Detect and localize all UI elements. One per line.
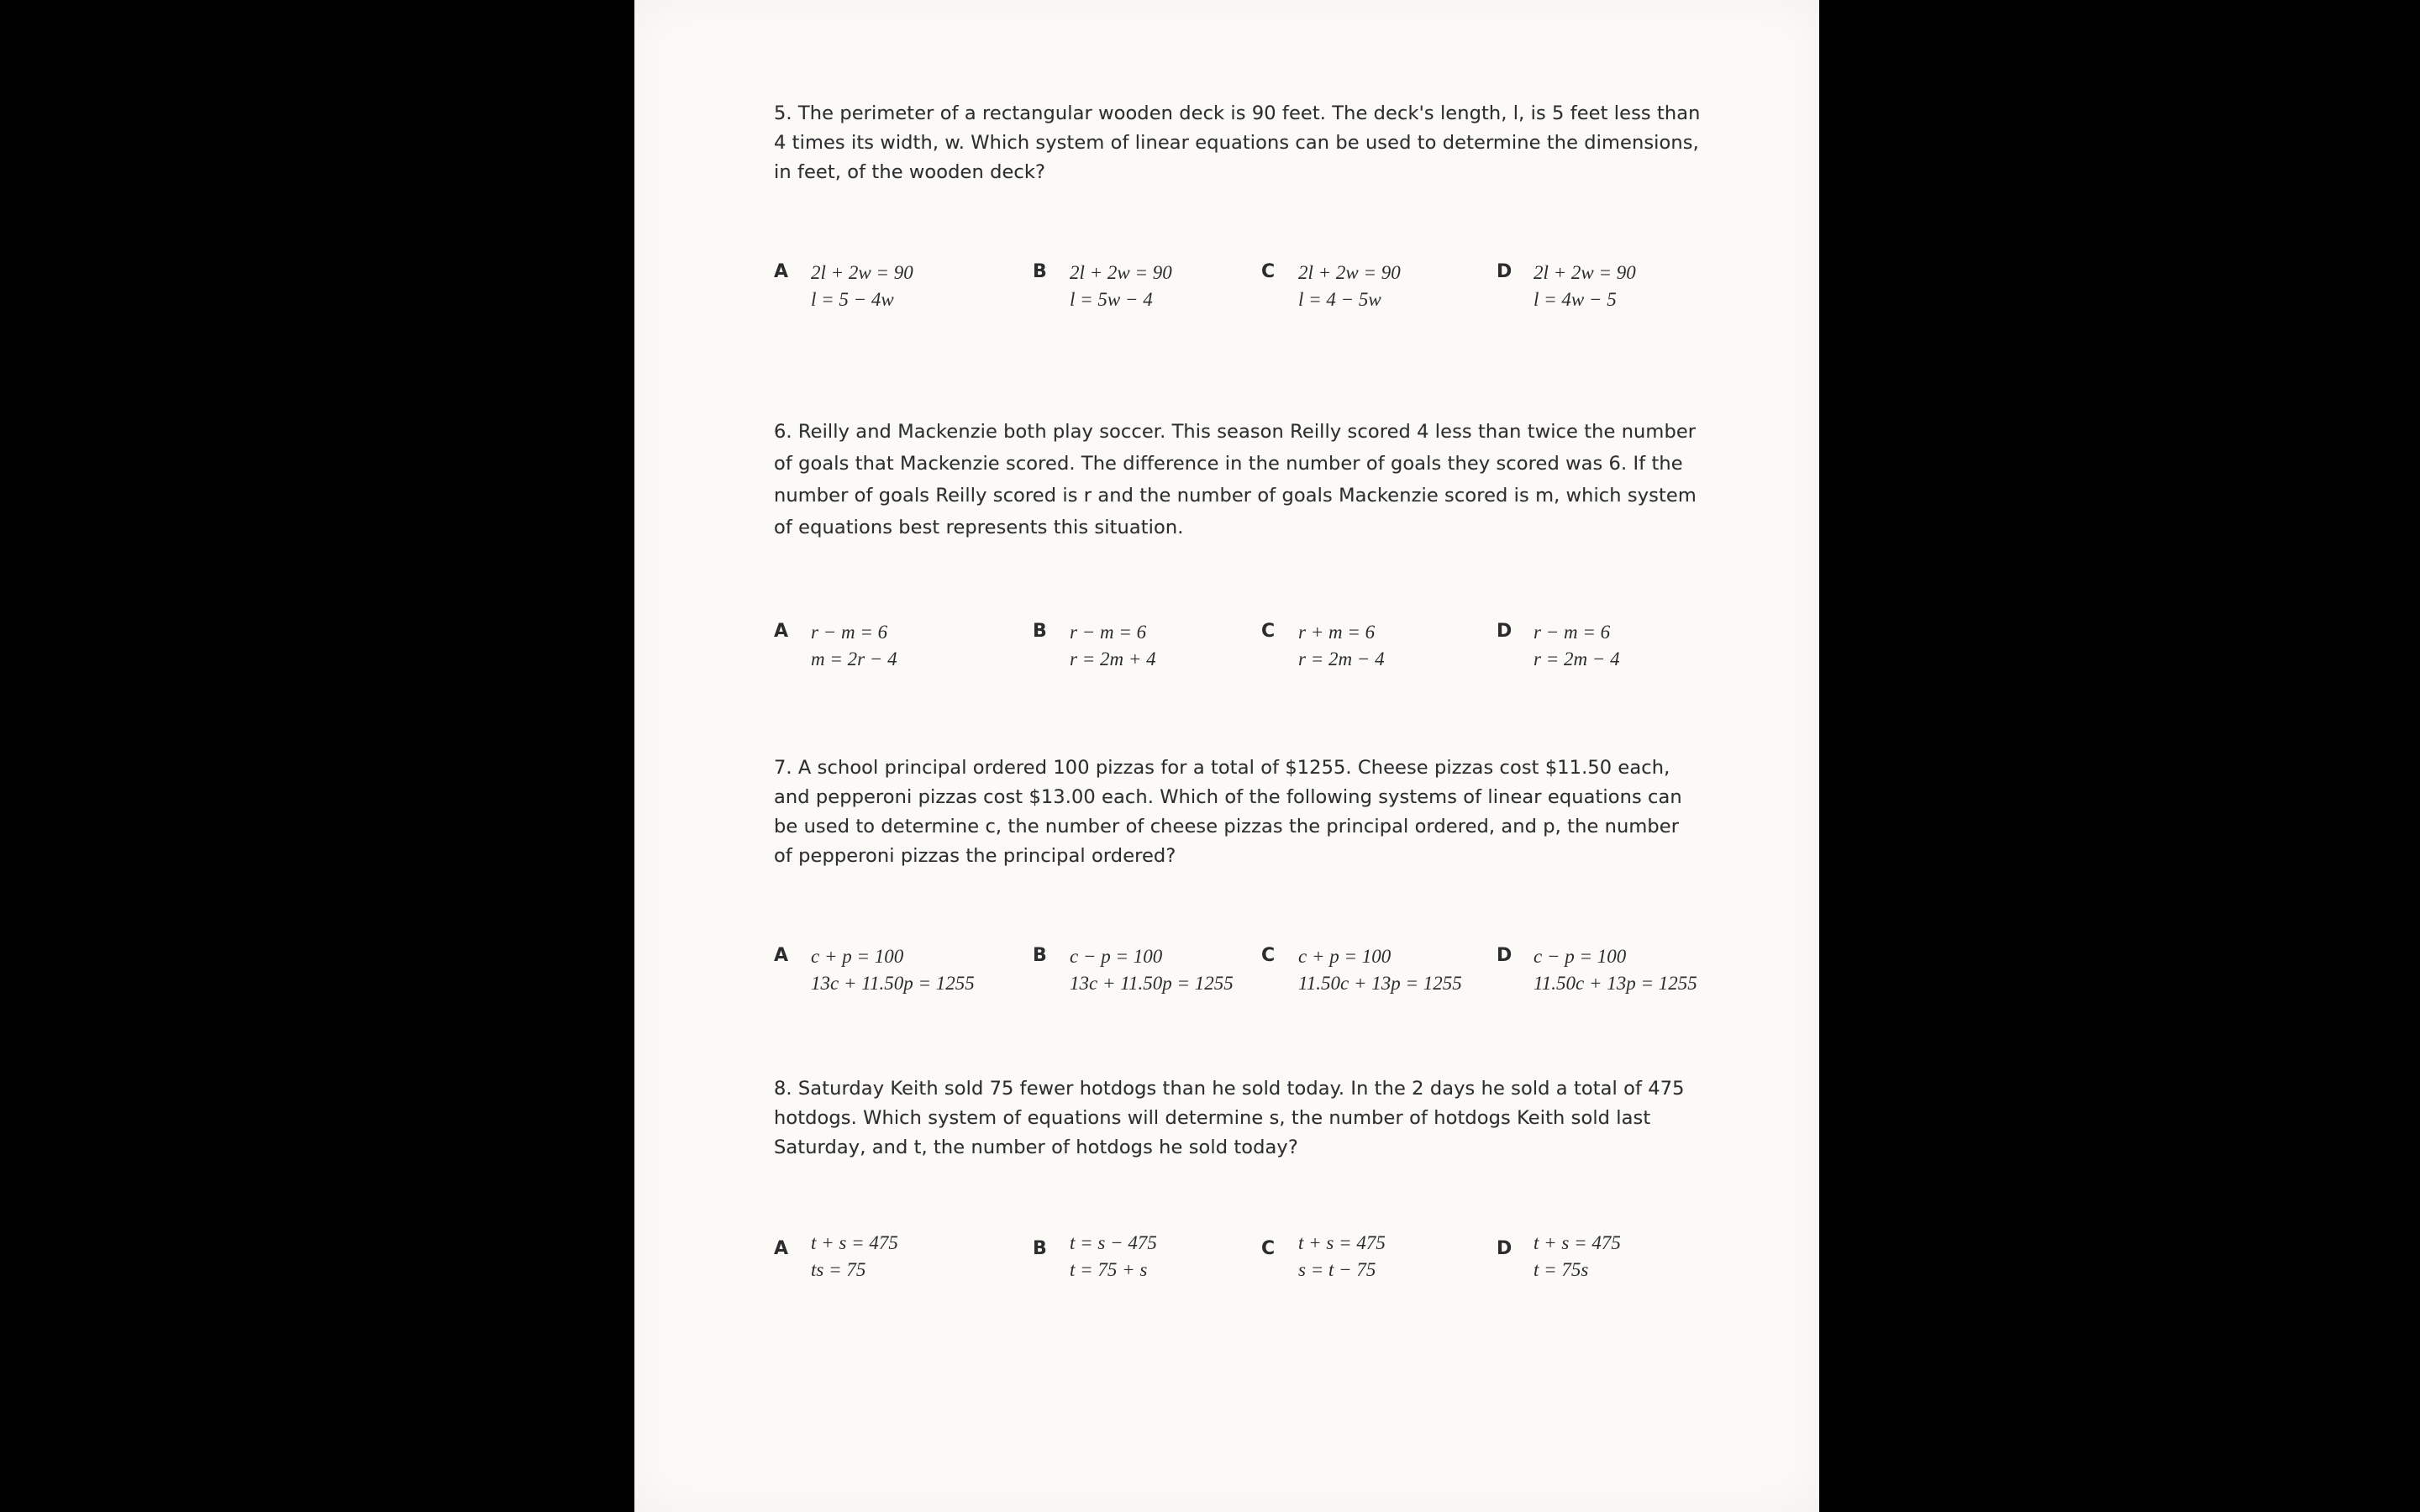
question-6-text: 6. Reilly and Mackenzie both play soccer. This season Reilly scored 4 less than twice the number of goals that Mackenzie scored. The difference in the number of goals they scored was 6. If the number of goals Reilly scored is r and the number of goals Mackenzie scored is m, which system of equations best represents this situation. xyxy=(774,421,1697,538)
equation-line-1: c + p = 100 xyxy=(1298,946,1392,967)
question-6-option-c xyxy=(1261,619,1497,673)
equation-line-1: 2l + 2w = 90 xyxy=(811,262,913,283)
option-letter: C xyxy=(1261,621,1276,642)
question-7-text: 7. A school principal ordered 100 pizzas for a total of $1255. Cheese pizzas cost $11.50 each, and pepperoni pizzas cost $13.00 each. Which of the following systems of linear equations can be used to determine c, the number of cheese pizzas the principal ordered, and p, the number of pepperoni pizzas the principal ordered? xyxy=(774,757,1682,867)
question-6-options xyxy=(774,619,1707,673)
equation-line-1: r − m = 6 xyxy=(1070,622,1147,643)
equation-line-1: t + s = 475 xyxy=(811,1232,898,1253)
equation-line-2: t = 75 + s xyxy=(1070,1259,1148,1280)
option-equations xyxy=(1534,619,1620,673)
option-letter: B xyxy=(1033,621,1047,642)
option-letter: C xyxy=(1261,1238,1276,1259)
equation-line-2: 11.50c + 13p = 1255 xyxy=(1534,973,1697,994)
equation-line-2: l = 4w − 5 xyxy=(1534,289,1617,310)
question-8-option-d xyxy=(1497,1230,1707,1284)
option-equations xyxy=(1534,943,1697,997)
option-equations xyxy=(1298,619,1385,673)
question-7-option-d xyxy=(1497,943,1707,997)
question-8-text: 8. Saturday Keith sold 75 fewer hotdogs than he sold today. In the 2 days he sold a total of 475 hotdogs. Which system of equations will determine s, the number of hotdogs Keith sold last Saturday, and t, the number of hotdogs he sold today? xyxy=(774,1078,1685,1158)
question-8-option-b xyxy=(1033,1230,1261,1284)
equation-line-1: 2l + 2w = 90 xyxy=(1070,262,1172,283)
question-5-options xyxy=(774,260,1707,313)
question-8-option-a xyxy=(774,1230,1033,1284)
equation-line-1: r − m = 6 xyxy=(1534,622,1611,643)
option-letter: D xyxy=(1497,621,1512,642)
option-equations xyxy=(1070,260,1172,313)
option-letter: C xyxy=(1261,261,1276,282)
question-8-option-c xyxy=(1261,1230,1497,1284)
equation-line-1: c + p = 100 xyxy=(811,946,904,967)
equation-line-1: t = s − 475 xyxy=(1070,1232,1157,1253)
option-equations xyxy=(1534,260,1636,313)
option-equations xyxy=(811,260,913,313)
equation-line-1: 2l + 2w = 90 xyxy=(1534,262,1636,283)
option-equations xyxy=(811,619,897,673)
equation-line-1: r + m = 6 xyxy=(1298,622,1376,643)
question-7-option-b xyxy=(1033,943,1261,997)
option-equations xyxy=(811,1230,898,1284)
option-equations xyxy=(811,943,975,997)
equation-line-1: c − p = 100 xyxy=(1534,946,1627,967)
option-letter: D xyxy=(1497,1238,1512,1259)
worksheet-content xyxy=(634,0,1707,1284)
question-7-option-a xyxy=(774,943,1033,997)
equation-line-2: m = 2r − 4 xyxy=(811,648,897,669)
question-6-option-b xyxy=(1033,619,1261,673)
question-6-option-d xyxy=(1497,619,1707,673)
option-letter: A xyxy=(774,1238,789,1259)
equation-line-2: s = t − 75 xyxy=(1298,1259,1376,1280)
equation-line-1: t + s = 475 xyxy=(1534,1232,1621,1253)
worksheet-page xyxy=(634,0,1819,1512)
option-equations xyxy=(1070,1230,1157,1284)
option-letter: A xyxy=(774,261,789,282)
equation-line-2: 13c + 11.50p = 1255 xyxy=(811,973,975,994)
option-equations xyxy=(1298,943,1462,997)
option-letter: C xyxy=(1261,945,1276,966)
question-5-option-d xyxy=(1497,260,1707,313)
option-letter: A xyxy=(774,945,789,966)
equation-line-1: r − m = 6 xyxy=(811,622,888,643)
equation-line-2: r = 2m − 4 xyxy=(1534,648,1620,669)
question-5-option-a xyxy=(774,260,1033,313)
equation-line-2: r = 2m + 4 xyxy=(1070,648,1156,669)
equation-line-2: l = 5w − 4 xyxy=(1070,289,1153,310)
option-letter: A xyxy=(774,621,789,642)
option-letter: B xyxy=(1033,1238,1047,1259)
option-equations xyxy=(1298,260,1401,313)
equation-line-1: t + s = 475 xyxy=(1298,1232,1386,1253)
equation-line-2: l = 4 − 5w xyxy=(1298,289,1381,310)
equation-line-1: 2l + 2w = 90 xyxy=(1298,262,1401,283)
equation-line-1: c − p = 100 xyxy=(1070,946,1163,967)
option-letter: B xyxy=(1033,945,1047,966)
option-letter: D xyxy=(1497,261,1512,282)
question-5-text: 5. The perimeter of a rectangular wooden deck is 90 feet. The deck's length, l, is 5 feet less than 4 times its width, w. Which system of linear equations can be used to determine the dimensions, in feet, of the wooden deck? xyxy=(774,102,1701,183)
option-letter: B xyxy=(1033,261,1047,282)
question-6-option-a xyxy=(774,619,1033,673)
equation-line-2: 11.50c + 13p = 1255 xyxy=(1298,973,1462,994)
option-equations xyxy=(1534,1230,1621,1284)
option-equations xyxy=(1298,1230,1386,1284)
equation-line-2: t = 75s xyxy=(1534,1259,1589,1280)
equation-line-2: ts = 75 xyxy=(811,1259,866,1280)
equation-line-2: 13c + 11.50p = 1255 xyxy=(1070,973,1234,994)
equation-line-2: l = 5 − 4w xyxy=(811,289,894,310)
equation-line-2: r = 2m − 4 xyxy=(1298,648,1385,669)
option-equations xyxy=(1070,619,1156,673)
option-equations xyxy=(1070,943,1234,997)
question-8-options xyxy=(774,1230,1707,1284)
question-7-option-c xyxy=(1261,943,1497,997)
question-7-options xyxy=(774,943,1707,997)
question-5-option-b xyxy=(1033,260,1261,313)
option-letter: D xyxy=(1497,945,1512,966)
question-5-option-c xyxy=(1261,260,1497,313)
